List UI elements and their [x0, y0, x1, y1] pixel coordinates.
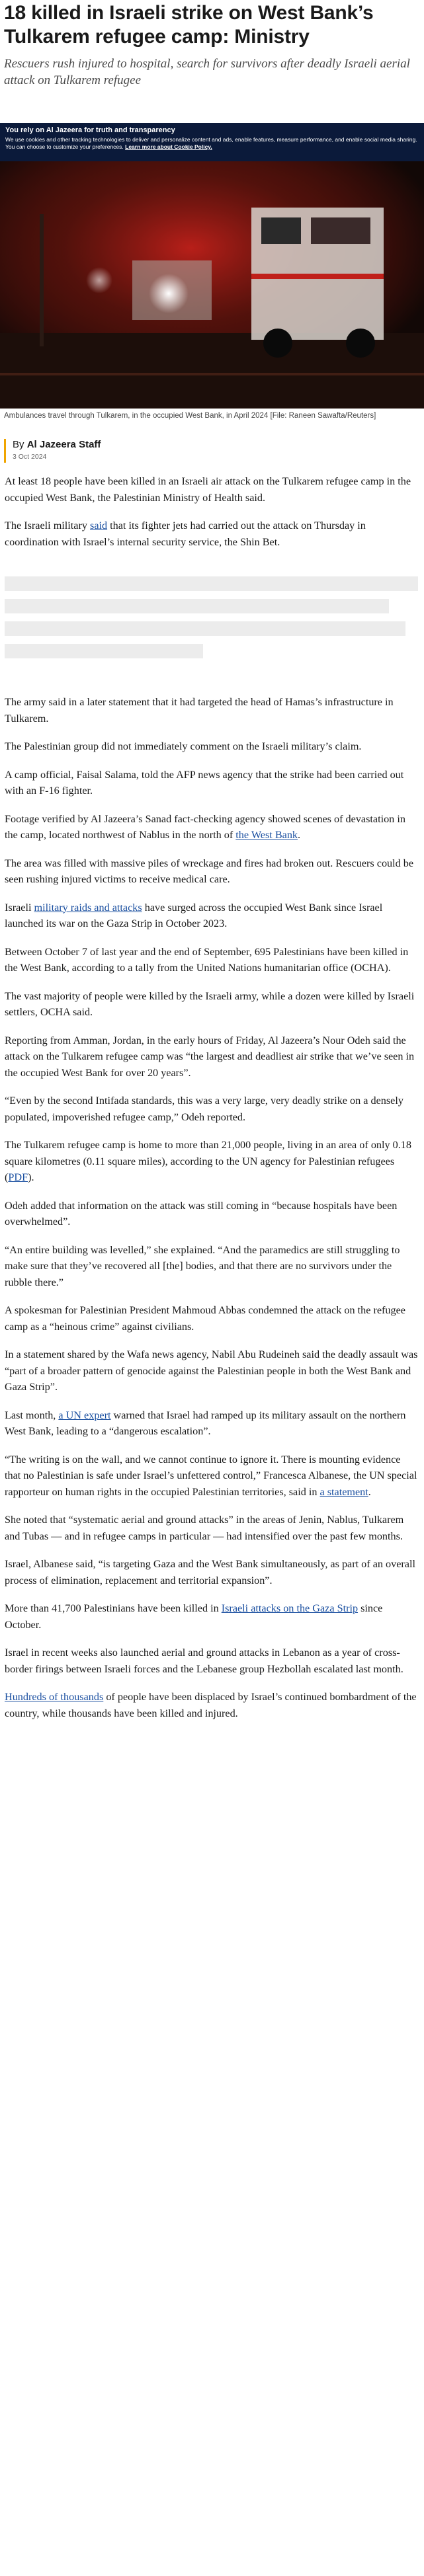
paragraph: Reporting from Amman, Jordan, in the early hours of Friday, Al Jazeera’s Nour Odeh said the attack on the Tulkarem refugee camp was “the largest and deadliest air strike that we’ve seen in the occupied West Bank for over 20 years”. [5, 1034, 415, 1079]
paragraph: In a statement shared by the Wafa news agency, Nabil Abu Rudeineh said the deadly assault was “part of a broader pattern of genocide against the Palestinian people in both the West Bank and Gaza Strip”. [5, 1348, 418, 1393]
ambulance-night-scene-image [0, 161, 424, 409]
hero-image [0, 161, 424, 409]
article-header [0, 0, 424, 89]
paragraph: A spokesman for Palestinian President Mahmoud Abbas condemned the attack on the refugee camp as a “heinous crime” against civilians. [5, 1304, 405, 1333]
paragraph: She noted that “systematic aerial and ground attacks” in the areas of Jenin, Nablus, Tulkarem and Tubas — and in refugee camps in particular — had intensified over the past few months. [5, 1514, 404, 1542]
author-link[interactable]: Al Jazeera Staff [26, 439, 101, 450]
paragraph: Last month, a UN expert warned that Israel had ramped up its military assault on the northern West Bank, leading to a “dangerous escalation”. [5, 1409, 406, 1437]
paragraph: The Israeli military said that its fighter jets had carried out the attack on Thursday in coordination with Israel’s internal security service, the Shin Bet. [5, 520, 366, 548]
paragraph: Between October 7 of last year and the end of September, 695 Palestinians have been killed in the West Bank, according to a tally from the United Nations humanitarian office (OCHA). [5, 945, 409, 974]
gaza-attacks-link[interactable]: Israeli attacks on the Gaza Strip [221, 1602, 359, 1614]
article-subheadline: Rescuers rush injured to hospital, search for survivors after deadly Israeli aerial attack on Tulkarem refugee [4, 57, 410, 87]
article-headline: 18 killed in Israeli strike on West Bank’s Tulkarem refugee camp: Ministry [4, 2, 374, 48]
cookie-policy-link[interactable]: Learn more about Cookie Policy. [125, 143, 212, 150]
publish-date: 3 Oct 2024 [13, 453, 47, 461]
paragraph: The Tulkarem refugee camp is home to more than 21,000 people, living in an area of only 0.18 square kilometres (0.11 square miles), according to the UN agency for Palestinian refugees (PDF). [5, 1139, 411, 1183]
paragraph: The vast majority of people were killed by the Israeli army, while a dozen were killed by Israeli settlers, OCHA said. [5, 990, 415, 1018]
ad-placeholder-line [5, 644, 203, 658]
ad-placeholder-line [5, 576, 418, 591]
cookie-banner-body: We use cookies and other tracking technologies to deliver and personalize content and ads, enable features, measure performance, and enable social media sharing. You can choose to customize your preferences. [5, 136, 417, 150]
ad-placeholder [5, 576, 418, 669]
paragraph: “Even by the second Intifada standards, this was a very large, very deadly strike on a densely populated, impoverished refugee camp,” Odeh reported. [5, 1095, 403, 1123]
cookie-banner-title: You rely on Al Jazeera for truth and transparency [5, 126, 175, 134]
ad-placeholder-line [5, 621, 405, 636]
paragraph: The Palestinian group did not immediately comment on the Israeli military’s claim. [5, 740, 362, 752]
pdf-link[interactable]: PDF [8, 1171, 28, 1183]
article-body [5, 473, 418, 1733]
west-bank-link[interactable]: the West Bank [235, 829, 298, 841]
un-expert-link[interactable]: a UN expert [58, 1409, 111, 1421]
hundreds-of-thousands-link[interactable]: Hundreds of thousands [5, 1691, 104, 1703]
paragraph: Hundreds of thousands of people have been displaced by Israel’s continued bombardment of the country, while thousands have been killed and injured. [5, 1691, 417, 1719]
ad-placeholder-line [5, 599, 389, 613]
paragraph: A camp official, Faisal Salama, told the AFP news agency that the strike had been carried out with an F-16 fighter. [5, 768, 404, 797]
cookie-banner [0, 123, 424, 161]
image-caption: Ambulances travel through Tulkarem, in the occupied West Bank, in April 2024 [File: Raneen Sawafta/Reuters] [4, 412, 376, 420]
byline [4, 439, 421, 463]
said-link[interactable]: said [90, 520, 108, 531]
byline-prefix: By [13, 439, 24, 450]
paragraph: Israeli military raids and attacks have surged across the occupied West Bank since Israel launched its war on the Gaza Strip in October 2023. [5, 901, 383, 929]
military-raids-link[interactable]: military raids and attacks [34, 901, 142, 914]
byline-author-line [13, 439, 421, 451]
cookie-banner-text [5, 136, 419, 151]
paragraph: The area was filled with massive piles of wreckage and fires had broken out. Rescuers could be seen rushing injured victims to receive medical care. [5, 857, 414, 885]
paragraph: At least 18 people have been killed in an Israeli air attack on the Tulkarem refugee camp in the occupied West Bank, the Palestinian Ministry of Health said. [5, 475, 411, 504]
paragraph: Israel in recent weeks also launched aerial and ground attacks in Lebanon as a year of cross-border firings between Israeli forces and the Lebanese group Hezbollah escalated last month. [5, 1647, 403, 1675]
paragraph: Israel, Albanese said, “is targeting Gaza and the West Bank simultaneously, as part of an overall process of elimination, replacement and territorial expansion”. [5, 1558, 415, 1586]
statement-link[interactable]: a statement [319, 1485, 368, 1498]
paragraph: “An entire building was levelled,” she explained. “And the paramedics are still struggling to make sure that they’ve recovered all [the] bodies, and that there are no survivors under the rubble there.” [5, 1243, 400, 1288]
paragraph: More than 41,700 Palestinians have been killed in Israeli attacks on the Gaza Strip since October. [5, 1602, 383, 1631]
paragraph: Footage verified by Al Jazeera’s Sanad fact-checking agency showed scenes of devastation in the camp, located northwest of Nablus in the north of the West Bank. [5, 812, 405, 841]
paragraph: The army said in a later statement that it had targeted the head of Hamas’s infrastructure in Tulkarem. [5, 696, 394, 724]
paragraph: “The writing is on the wall, and we cannot continue to ignore it. There is mounting evidence that no Palestinian is safe under Israel’s unfettered control,” Francesca Albanese, the UN special rapporteur on human rights in the occupied Palestinian territories, said in a statement. [5, 1453, 417, 1498]
paragraph: Odeh added that information on the attack was still coming in “because hospitals have been overwhelmed”. [5, 1199, 398, 1228]
